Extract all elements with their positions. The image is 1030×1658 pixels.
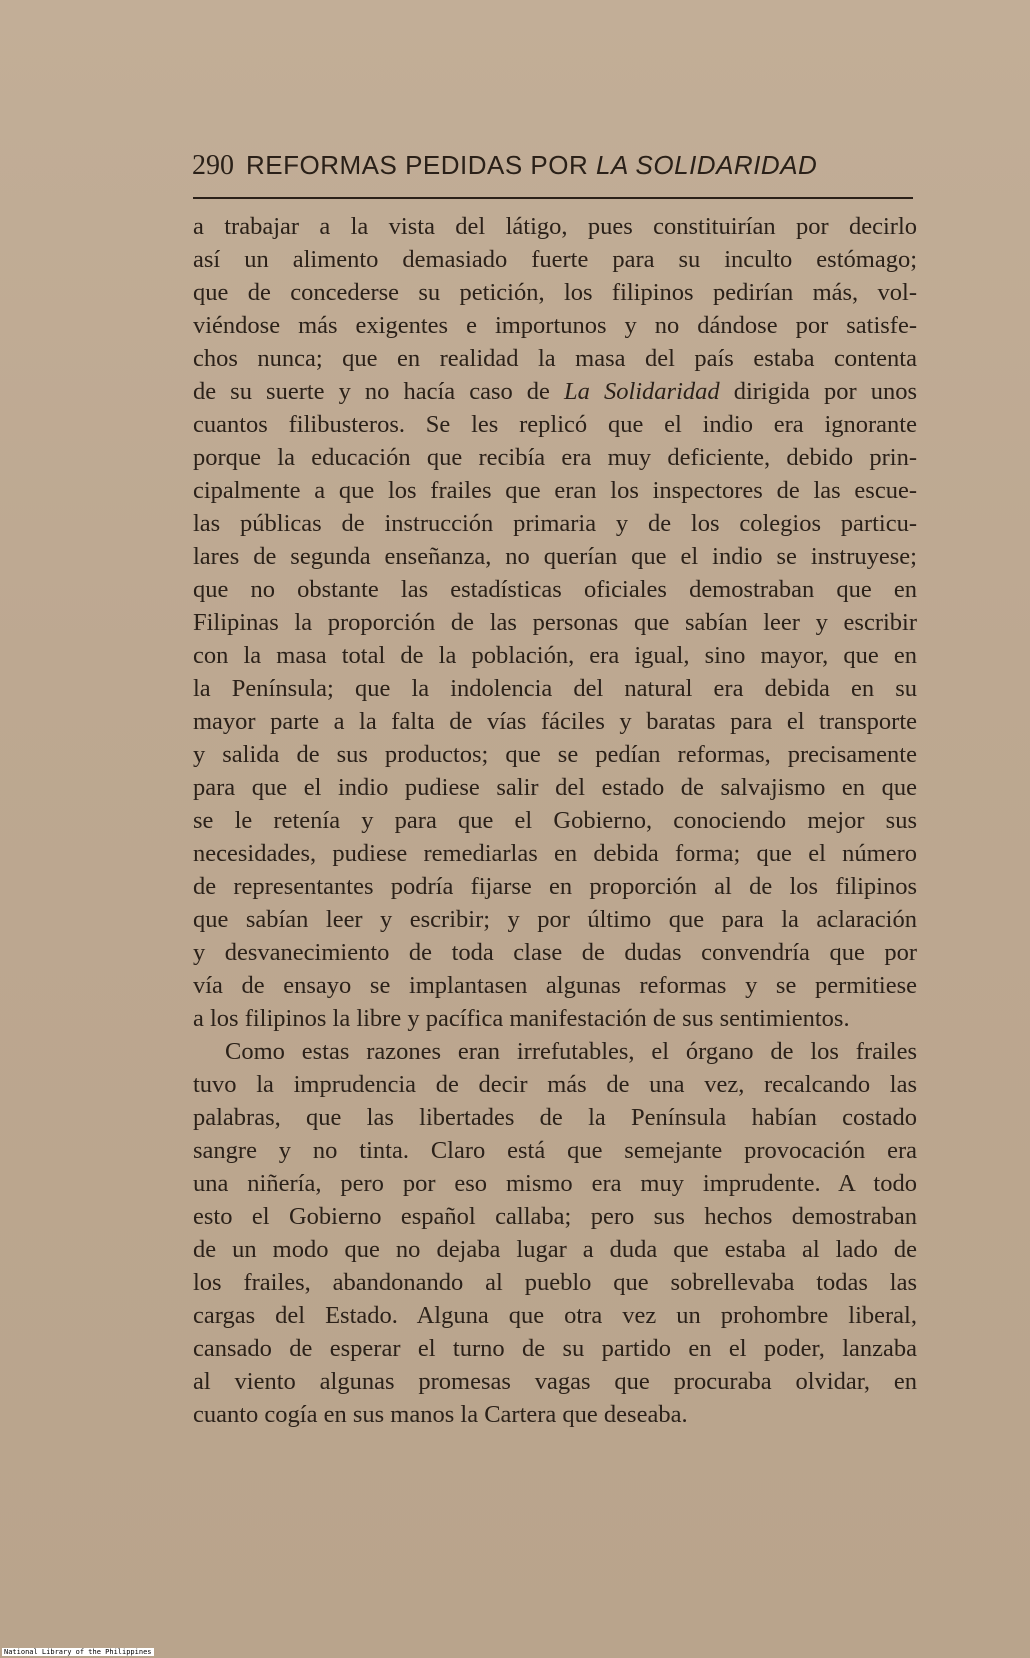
text-line: que no obstante las estadísticas oficiales demostraban que en (193, 576, 917, 603)
text-line: necesidades, pudiese remediarlas en debida forma; que el número (193, 840, 917, 867)
body-text (193, 210, 917, 1431)
text-line: que sabían leer y escribir; y por último que para la aclaración (193, 906, 917, 933)
text-segment: de su suerte y no hacía caso de (193, 378, 564, 405)
text-line: las públicas de instrucción primaria y de los colegios particu- (193, 510, 917, 537)
text-line: cuantos filibusteros. Se les replicó que el indio era ignorante (193, 411, 917, 438)
text-line: para que el indio pudiese salir del estado de salvajismo en que (193, 774, 917, 801)
header-rule (193, 197, 913, 199)
text-line: vía de ensayo se implantasen algunas reformas y se permitiese (193, 972, 917, 999)
text-line: y salida de sus productos; que se pedían reformas, precisamente (193, 741, 917, 768)
text-line: sangre y no tinta. Claro está que semejante provocación era (193, 1137, 917, 1164)
text-line: viéndose más exigentes e importunos y no dándose por satisfe- (193, 312, 917, 339)
text-line: cargas del Estado. Alguna que otra vez un prohombre liberal, (193, 1302, 917, 1329)
newspaper-title: La Solidaridad (564, 378, 720, 405)
running-title-main: REFORMAS PEDIDAS POR (246, 150, 596, 180)
text-line: así un alimento demasiado fuerte para su inculto estómago; (193, 246, 917, 273)
text-line: a trabajar a la vista del látigo, pues constituirían por decirlo (193, 213, 917, 240)
text-line (193, 375, 917, 408)
running-title (246, 150, 817, 181)
text-line: los frailes, abandonando al pueblo que sobrellevaba todas las (193, 1269, 917, 1296)
text-line: Filipinas la proporción de las personas que sabían leer y escribir (193, 609, 917, 636)
text-line: de representantes podría fijarse en proporción al de los filipinos (193, 873, 917, 900)
text-line: tuvo la imprudencia de decir más de una vez, recalcando las (193, 1071, 917, 1098)
text-line: al viento algunas promesas vagas que procuraba olvidar, en (193, 1368, 917, 1395)
text-line: de un modo que no dejaba lugar a duda que estaba al lado de (193, 1236, 917, 1263)
text-line: con la masa total de la población, era igual, sino mayor, que en (193, 642, 917, 669)
text-line: chos nunca; que en realidad la masa del país estaba contenta (193, 345, 917, 372)
text-line: esto el Gobierno español callaba; pero sus hechos demostraban (193, 1203, 917, 1230)
text-line: lares de segunda enseñanza, no querían que el indio se instruyese; (193, 543, 917, 570)
text-line: palabras, que las libertades de la Península habían costado (193, 1104, 917, 1131)
text-line: a los filipinos la libre y pacífica manifestación de sus sentimientos. (193, 1005, 850, 1032)
text-line: cuanto cogía en sus manos la Cartera que deseaba. (193, 1401, 688, 1428)
running-title-italic: LA SOLIDARIDAD (596, 150, 818, 180)
page-number: 290 (192, 150, 234, 181)
library-footer: National Library of the Philippines (4, 1648, 152, 1656)
text-line: una niñería, pero por eso mismo era muy imprudente. A todo (193, 1170, 917, 1197)
text-line: mayor parte a la falta de vías fáciles y baratas para el transporte (193, 708, 917, 735)
text-line: se le retenía y para que el Gobierno, conociendo mejor sus (193, 807, 917, 834)
text-line: porque la educación que recibía era muy deficiente, debido prin- (193, 444, 917, 471)
text-line: cansado de esperar el turno de su partido en el poder, lanzaba (193, 1335, 917, 1362)
text-segment: dirigida por unos (719, 378, 917, 405)
text-line: cipalmente a que los frailes que eran los inspectores de las escue- (193, 477, 917, 504)
running-header (192, 150, 912, 182)
text-line: Como estas razones eran irrefutables, el órgano de los frailes (225, 1038, 917, 1065)
text-line: que de concederse su petición, los filipinos pedirían más, vol- (193, 279, 917, 306)
text-line: y desvanecimiento de toda clase de dudas convendría que por (193, 939, 917, 966)
text-line: la Península; que la indolencia del natural era debida en su (193, 675, 917, 702)
